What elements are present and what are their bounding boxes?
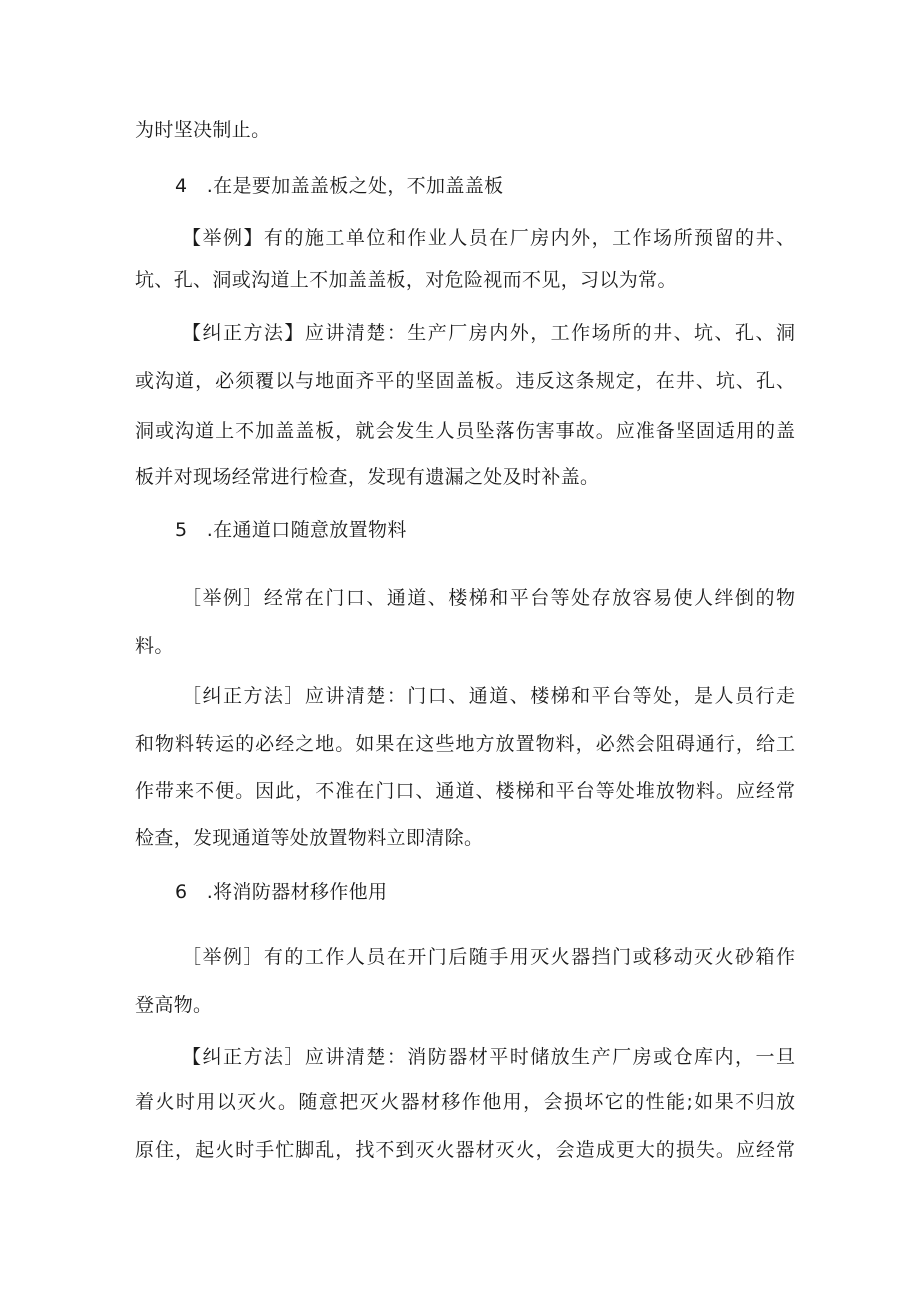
text-line: 和物料转运的必经之地。如果在这些地方放置物料，必然会阻碍通行，给工: [135, 733, 795, 755]
text-line: 着火时用以灭火。随意把灭火器材移作他用，会损坏它的性能;如果不归放: [135, 1091, 795, 1113]
correction-line: 【纠正方法】应讲清楚：生产厂房内外，工作场所的井、坑、孔、洞: [182, 322, 795, 344]
section-heading-4: 4 .在是要加盖盖板之处，不加盖盖板: [175, 175, 504, 197]
example-line: ［举例］经常在门口、通道、楼梯和平台等处存放容易使人绊倒的物: [182, 587, 795, 609]
section-heading-5: 5 .在通道口随意放置物料: [175, 519, 407, 541]
text-line: 料。: [135, 635, 174, 657]
text-line: 为时坚决制止。: [135, 119, 271, 141]
text-line: 或沟道，必须覆以与地面齐平的坚固盖板。违反这条规定，在井、坑、孔、: [135, 370, 795, 392]
text-line: 作带来不便。因此，不准在门口、通道、楼梯和平台等处堆放物料。应经常: [135, 780, 795, 802]
example-line: ［举例］有的工作人员在开门后随手用灭火器挡门或移动灭火砂箱作: [182, 946, 795, 968]
correction-line: ［纠正方法］应讲清楚：门口、通道、楼梯和平台等处，是人员行走: [182, 685, 795, 707]
example-line: 【举例】有的施工单位和作业人员在厂房内外，工作场所预留的井、: [182, 227, 795, 249]
text-line: 洞或沟道上不加盖盖板，就会发生人员坠落伤害事故。应准备坚固适用的盖: [135, 420, 795, 442]
section-heading-6: 6 .将消防器材移作他用: [175, 881, 388, 903]
text-line: 板并对现场经常进行检查，发现有遗漏之处及时补盖。: [135, 466, 600, 488]
text-line: 坑、孔、洞或沟道上不加盖盖板，对危险视而不见，习以为常。: [135, 269, 677, 291]
text-line: 检查，发现通道等处放置物料立即清除。: [135, 827, 484, 849]
text-line: 原住，起火时手忙脚乱，找不到灭火器材灭火，会造成更大的损失。应经常: [135, 1139, 795, 1161]
correction-line: 【纠正方法］应讲清楚：消防器材平时储放生产厂房或仓库内，一旦: [182, 1046, 795, 1068]
text-line: 登高物。: [135, 994, 213, 1016]
